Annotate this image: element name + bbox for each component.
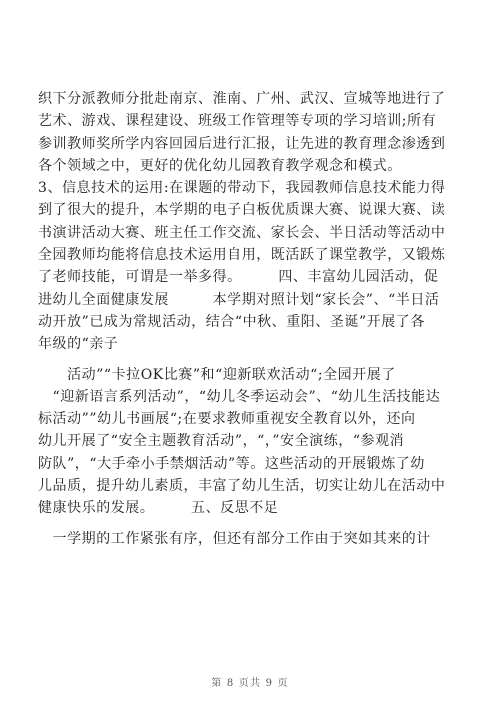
text-line: 全园教师均能将信息技术运用自用，既活跃了课堂教学，又锻炼 (38, 247, 446, 264)
text-line: “迎新语言系列活动”，“幼儿冬季运动会”、“幼儿生活技能达 (38, 388, 441, 405)
text-line: 儿品质，提升幼儿素质，丰富了幼儿生活，切实让幼儿在活动中 (38, 478, 446, 495)
text-line: 艺术、游戏、课程建设、班级工作管理等专项的学习培训;所有 (38, 113, 437, 130)
text-line: 幼儿开展了“安全主题教育活动”，“，”安全演练，“参观消 (38, 433, 405, 450)
text-line: 参训教师奖所学内容回园后进行汇报，让先进的教育理念渗透到 (38, 135, 446, 152)
text-line: 书演讲活动大赛、班主任工作交流、家长会、半日活动等活动中 (38, 224, 446, 241)
paragraph-gap (38, 356, 466, 364)
body-text (38, 88, 466, 550)
text-line: 进幼儿全面健康发展 本学期对照计划“家长会”、“半日活 (38, 291, 440, 308)
text-line: 防队”，“大手牵小手禁烟活动”等。这些活动的开展锻炼了幼 (38, 455, 425, 472)
text-line: 标活动””幼儿书画展“;在要求教师重视安全教育以外，还向 (38, 411, 416, 428)
text-line: 活动”“卡拉OK比赛”和“迎新联欢活动“;全园开展了 (38, 366, 396, 383)
page-number-footer: 第 8 页共 9 页 (211, 678, 289, 689)
text-line: 一学期的工作紧张有序，但还有部分工作由于突如其来的计 (38, 530, 431, 547)
text-line: 织下分派教师分批赴南京、淮南、广州、武汉、宣城等地进行了 (38, 91, 446, 107)
text-line: 年级的“亲子 (38, 336, 119, 353)
paragraph-gap (38, 520, 466, 528)
text-line: 动开放”已成为常规活动，结合“中秋、重阳、圣诞”开展了各 (38, 313, 425, 330)
text-line: 到了很大的提升，本学期的电子白板优质课大赛、说课大赛、读 (38, 202, 446, 219)
text-line: 3、信息技术的运用:在课题的带动下，我园教师信息技术能力得 (38, 180, 446, 197)
text-line: 了老师技能，可谓是一举多得。 四、丰富幼儿园活动，促 (38, 269, 439, 286)
text-line: 各个领域之中，更好的优化幼儿园教育教学观念和模式。 (38, 157, 402, 174)
text-line: 健康快乐的发展。 五、反思不足 (38, 500, 279, 517)
